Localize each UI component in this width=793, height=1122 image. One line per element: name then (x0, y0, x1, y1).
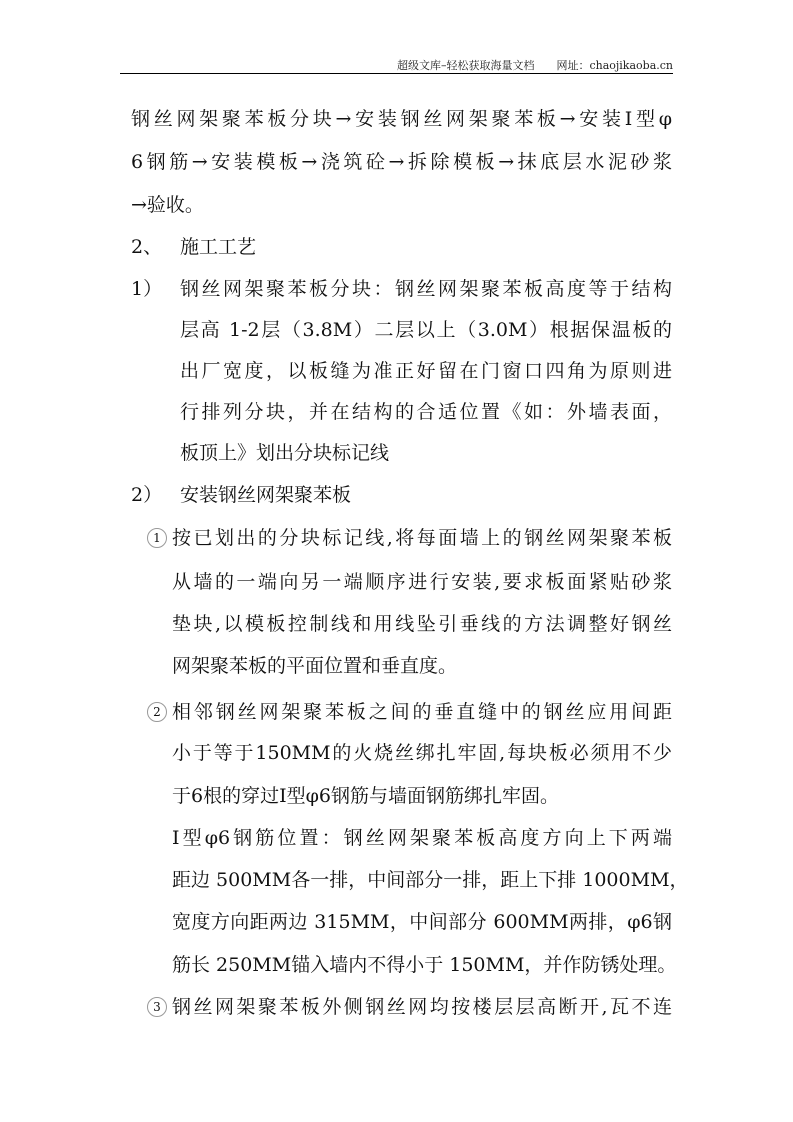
text-line: 小于等于150MM的火烧丝绑扎牢固,每块板必须用不少 (172, 742, 672, 764)
text-line: 钢丝网架聚苯板外侧钢丝网均按楼层层高断开,瓦不连 (172, 996, 672, 1018)
text-line: →验收。 (131, 194, 204, 216)
page-header (375, 57, 673, 73)
text-line: 板顶上》划出分块标记线 (180, 442, 390, 464)
text-line: 垫块,以模板控制线和用线坠引垂线的方法调整好钢丝 (172, 613, 672, 635)
text-line: 6钢筋→安装模板→浇筑砼→拆除模板→抹底层水泥砂浆 (131, 151, 672, 173)
text-line: 宽度方向距两边 315MM，中间部分 600MM两排，φ6钢 (172, 911, 672, 933)
text-line: 出厂宽度，以板缝为准正好留在门窗口四角为原则进 (180, 360, 672, 382)
text-line: Ⅰ型φ6钢筋位置：钢丝网架聚苯板高度方向上下两端 (172, 827, 672, 849)
circled-number: 1 (147, 528, 167, 548)
header-rule (120, 73, 673, 74)
text-line: 相邻钢丝网架聚苯板之间的垂直缝中的钢丝应用间距 (172, 701, 672, 723)
text-line: 网架聚苯板的平面位置和垂直度。 (172, 655, 458, 677)
section-number: 2、 (131, 236, 163, 258)
header-site: 超级文库–轻松获取海量文档 (396, 59, 535, 72)
text-line: 行排列分块，并在结构的合适位置《如：外墙表面， (180, 401, 672, 423)
section-heading: 施工工艺 (180, 236, 257, 258)
text-line: 距边 500MM各一排，中间部分一排，距上下排 1000MM， (172, 869, 689, 891)
circled-number: 2 (147, 702, 167, 722)
circled-number: 3 (147, 997, 167, 1017)
text-line: 筋长 250MM锚入墙内不得小于 150MM，并作防锈处理。 (172, 954, 677, 976)
header-url: 网址：chaojikaoba.cn (556, 59, 673, 72)
section-heading: 安装钢丝网架聚苯板 (180, 484, 352, 506)
text-line: 钢丝网架聚苯板分块：钢丝网架聚苯板高度等于结构 (180, 278, 672, 300)
text-line: 于6根的穿过Ⅰ型φ6钢筋与墙面钢筋绑扎牢固。 (172, 785, 559, 807)
text-line: 钢丝网架聚苯板分块→安装钢丝网架聚苯板→安装Ⅰ型φ (131, 108, 672, 130)
text-line: 层高 1-2层（3.8M）二层以上（3.0M）根据保温板的 (180, 319, 672, 341)
text-line: 从墙的一端向另一端顺序进行安装,要求板面紧贴砂浆 (172, 571, 672, 593)
item-number: 1） (131, 278, 163, 300)
item-number: 2） (131, 484, 163, 506)
text-line: 按已划出的分块标记线,将每面墙上的钢丝网架聚苯板 (172, 527, 672, 549)
